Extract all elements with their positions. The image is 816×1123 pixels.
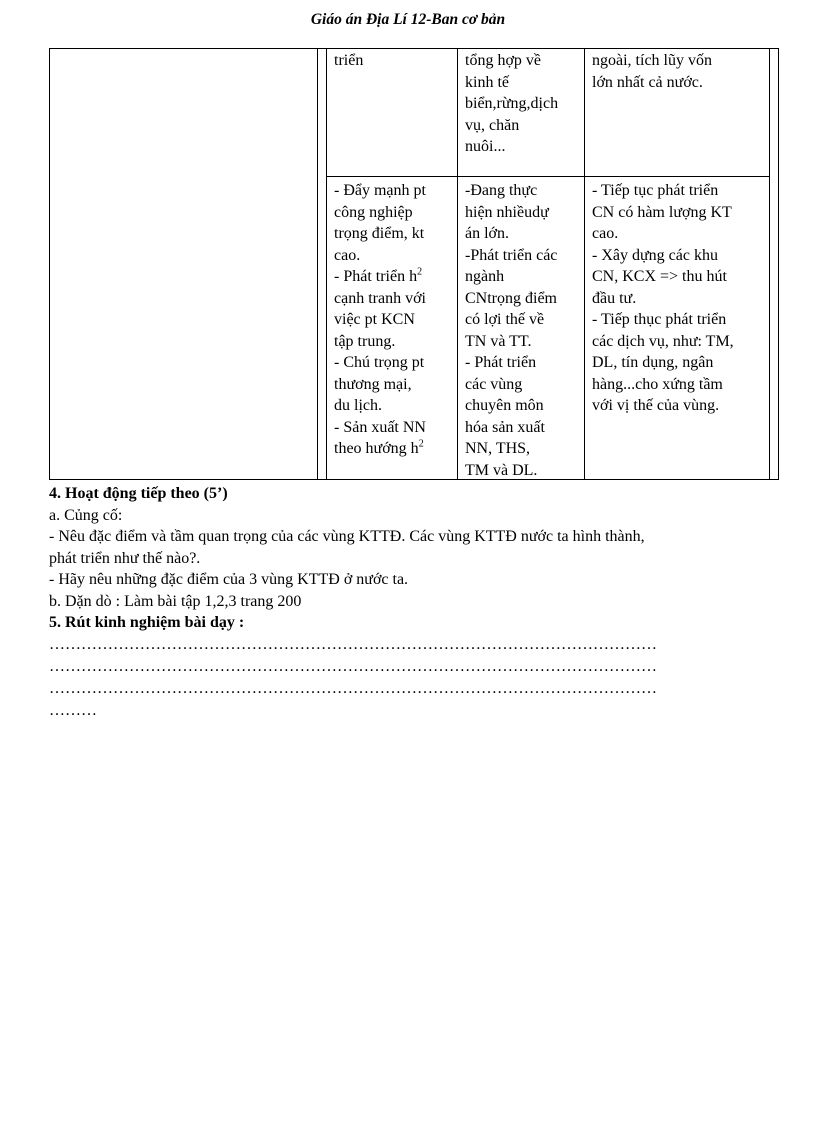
cell-text: - Đẩy mạnh pt công nghiệp trọng điểm, kt cao. - Phát triển h — [334, 182, 426, 285]
blank-line: ……… — [49, 702, 97, 719]
lesson-table — [49, 48, 779, 480]
page-header: Giáo án Địa Lí 12-Ban cơ bản — [310, 11, 506, 28]
table-divider — [326, 48, 327, 480]
heading-text: 4. Hoạt động tiếp theo — [49, 485, 200, 502]
question-1-line-2: phát triển như thế nào?. — [49, 549, 201, 567]
cell-text: cạnh tranh với việc pt KCN tập trung. - Chú trọng pt thương mại, du lịch. - Sản xuất NN theo hướng h — [334, 289, 426, 457]
blank-line: …………………………………………………………………………………………………… — [49, 680, 657, 697]
table-divider — [457, 48, 458, 480]
table-divider — [769, 48, 770, 480]
table-cell: tổng hợp về kinh tế biển,rừng,dịch vụ, chăn nuôi... — [465, 52, 559, 155]
section-4-heading — [49, 483, 228, 505]
blank-line: …………………………………………………………………………………………………… — [49, 636, 657, 653]
table-divider — [584, 48, 585, 480]
question-2: - Hãy nêu những đặc điểm của 3 vùng KTTĐ ở nước ta. — [49, 571, 409, 588]
table-cell: triển — [334, 52, 364, 69]
table-cell — [334, 180, 456, 460]
table-row-divider — [326, 176, 770, 177]
table-border-right — [778, 48, 779, 480]
section-5-heading: 5. Rút kinh nghiệm bài dạy : — [49, 614, 245, 631]
table-cell: - Tiếp tục phát triển CN có hàm lượng KT cao. - Xây dựng các khu CN, KCX => thu hút đầu tư. - Tiếp thục phát triển các dịch vụ, như: TM, DL, tín dụng, ngân hàng...cho xứng tầm với vị thế của vùng. — [592, 182, 734, 414]
table-border-left — [49, 48, 50, 480]
table-cell: ngoài, tích lũy vốn lớn nhất cả nước. — [592, 52, 712, 91]
table-border-bottom — [49, 479, 779, 480]
consolidation-label: a. Củng cố: — [49, 506, 123, 524]
question-1-line-1: - Nêu đặc điểm và tầm quan trọng của các vùng KTTĐ. Các vùng KTTĐ nước ta hình thành, — [49, 528, 645, 545]
table-border-top — [49, 48, 779, 49]
blank-line: …………………………………………………………………………………………………… — [49, 658, 657, 675]
duration-text: (5’) — [199, 485, 228, 502]
table-divider — [317, 48, 318, 480]
homework-label: b. Dặn dò : Làm bài tập 1,2,3 trang 200 — [49, 592, 302, 610]
superscript: 2 — [418, 438, 424, 450]
superscript: 2 — [417, 266, 423, 278]
table-cell: -Đang thực hiện nhiềudự án lớn. -Phát triển các ngành CNtrọng điểm có lợi thế về TN và TT. - Phát triển các vùng chuyên môn hóa sản xuất NN, THS, TM và DL. — [465, 182, 558, 479]
